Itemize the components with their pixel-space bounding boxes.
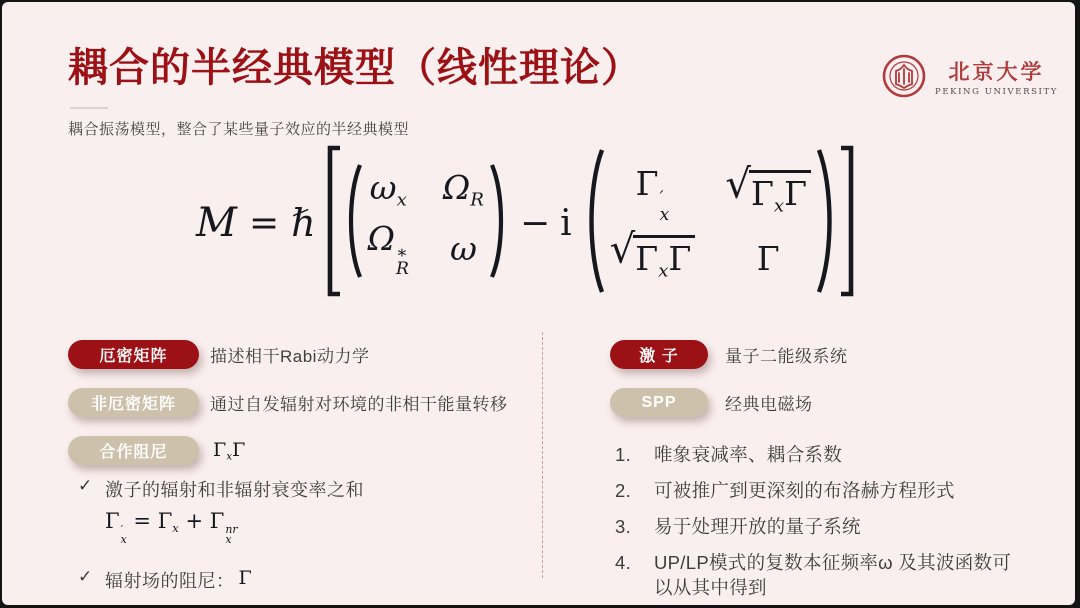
right-square-bracket: [840, 145, 856, 301]
university-name-cn: 北京大学: [948, 59, 1045, 85]
desc-nonhermitian-matrix: 通过自发辐射对环境的非相干能量转移: [210, 395, 508, 414]
badge-nonhermitian-matrix: 非厄密矩阵: [68, 388, 199, 417]
m1-cell-21: Ω ∗ R: [367, 218, 409, 280]
matrix2-left-paren: [583, 147, 605, 299]
definition-row-cooperative-damping: [68, 436, 508, 465]
eq-minus-i: − i: [519, 202, 572, 244]
matrix1-right-paren: [489, 162, 509, 284]
m2-cell-21: √ ΓxΓ: [610, 235, 696, 282]
m2-cell-22: Γ: [756, 239, 780, 279]
definition-row-spp: [610, 388, 848, 417]
page-subtitle: 耦合振荡模型，整合了某些量子效应的半经典模型: [68, 121, 410, 138]
numbered-list: [615, 442, 1029, 605]
matrix1-left-paren: [343, 162, 363, 284]
check-text: 激子的辐射和非辐射衰变率之和: [105, 480, 364, 500]
eq-equals: =: [248, 202, 280, 244]
m2-cell-11: Γ ′ x: [635, 163, 670, 225]
title-divider: [70, 107, 108, 109]
left-definitions: [68, 340, 508, 465]
decay-rate-formula: Γ ′ x = Γx + Γ nr x: [105, 509, 238, 547]
slide: [2, 2, 1075, 605]
university-logo: [882, 54, 1058, 103]
eq-hbar: ℏ: [291, 201, 316, 245]
damping-matrix: [609, 161, 811, 282]
university-logo-text: [935, 60, 1058, 96]
check-text: 辐射场的阻尼：: [105, 570, 235, 591]
peking-university-seal-icon: [882, 54, 926, 103]
definition-row-hermitian: [68, 340, 508, 369]
item-number: 1.: [615, 444, 632, 465]
coherent-matrix: [368, 168, 484, 278]
numbered-item-4: [615, 550, 1029, 600]
check-list: [78, 476, 364, 593]
m2-cell-12: √ ΓxΓ: [725, 170, 811, 217]
gamma-symbol: Γ: [238, 566, 253, 589]
check-icon: ✓: [78, 566, 93, 586]
item-text: 易于处理开放的量子系统: [654, 516, 861, 537]
item-number: 4.: [615, 552, 632, 573]
page-title: 耦合的半经典模型（线性理论）: [68, 46, 642, 90]
desc-hermitian-matrix: 描述相干Rabi动力学: [210, 347, 370, 366]
university-name-en: PEKING UNIVERSITY: [935, 86, 1058, 97]
m1-cell-22: ω: [449, 228, 477, 268]
definition-row-exciton: [610, 340, 848, 369]
item-text: 可被推广到更深刻的布洛赫方程形式: [654, 480, 955, 501]
numbered-item-1: [615, 442, 1029, 467]
item-number: 2.: [615, 480, 632, 501]
m1-cell-12: ΩR: [442, 168, 484, 211]
check-item-exciton-decay: [78, 476, 364, 502]
matrix2-right-paren: [816, 147, 838, 299]
badge-hermitian-matrix: 厄密矩阵: [68, 340, 199, 369]
numbered-item-2: [615, 478, 1029, 503]
right-definitions: [610, 340, 848, 417]
definition-row-nonhermitian: [68, 388, 508, 417]
numbered-item-3: [615, 514, 1029, 539]
item-text: 唯象衰减率、耦合系数: [654, 444, 843, 465]
column-divider: [542, 332, 543, 578]
badge-spp: SPP: [610, 388, 708, 417]
m1-cell-11: ωx: [369, 168, 407, 211]
item-text: UP/LP模式的复数本征频率ω 及其波函数可以从其中得到: [654, 552, 1012, 598]
check-icon: ✓: [78, 476, 93, 495]
badge-exciton: 激 子: [610, 340, 708, 369]
check-item-field-damping: [78, 567, 364, 593]
eq-M: M: [195, 200, 237, 246]
desc-exciton: 量子二能级系统: [725, 347, 848, 366]
desc-spp: 经典电磁场: [725, 395, 813, 414]
badge-cooperative-damping: 合作阻尼: [68, 436, 199, 465]
main-equation: [2, 148, 1063, 298]
left-square-bracket: [325, 145, 341, 301]
item-number: 3.: [615, 516, 632, 537]
desc-cooperative-damping-math: ΓxΓ: [213, 438, 246, 463]
